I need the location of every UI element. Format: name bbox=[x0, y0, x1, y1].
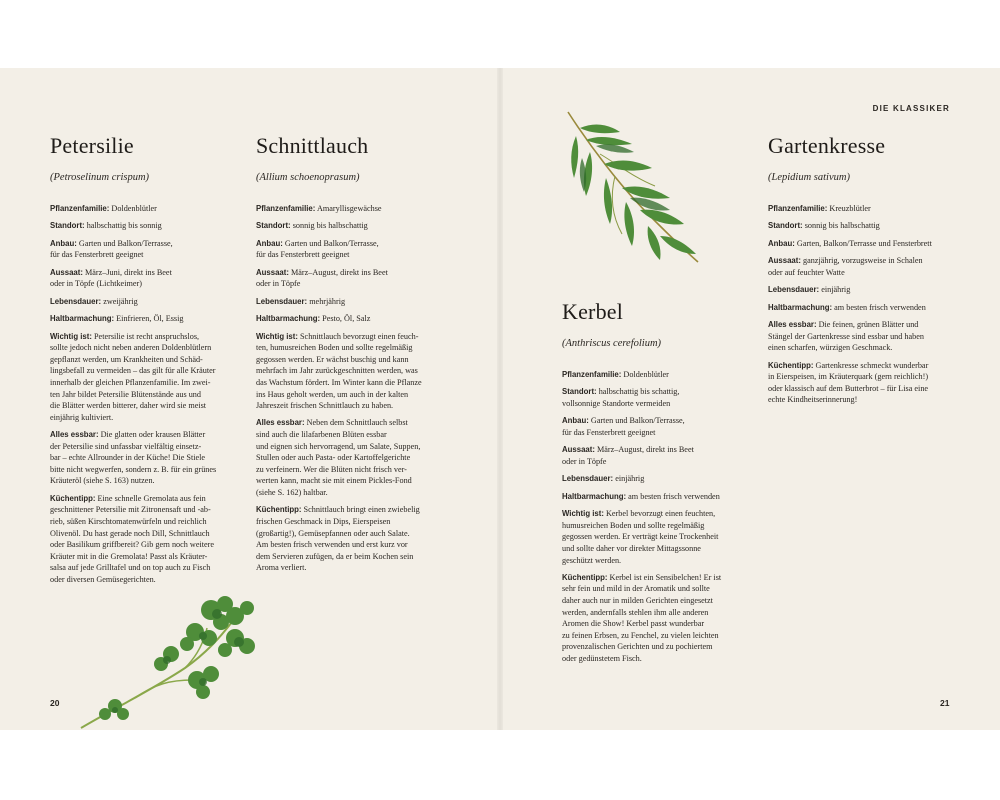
fact-label: Haltbarmachung: bbox=[768, 302, 833, 312]
fact-entry bbox=[50, 296, 240, 308]
page-number-right: 21 bbox=[940, 698, 950, 708]
fact-entry bbox=[562, 491, 747, 503]
fact-label: Küchentipp: bbox=[562, 572, 608, 582]
fact-text: mehrjährig bbox=[309, 296, 346, 306]
fact-label: Lebensdauer: bbox=[50, 296, 102, 306]
fact-entry bbox=[50, 331, 240, 424]
fact-text: Petersilie ist recht anspruchslos, sollte jedoch nicht neben anderen Doldenblütlern gepflanzt werden, um Krankheiten und Schäd- lingsbefall zu vermeiden – das gilt für alle Kräuter innerhalb der gleichen Pflanzenfamilie. Im zwei- ten Jahr bildet Petersilie Blütenstände aus und die Blätter werden bitterer, daher wird sie meist einjährig kultiviert. bbox=[50, 331, 216, 422]
fact-label: Alles essbar: bbox=[256, 418, 305, 428]
fact-entry bbox=[50, 220, 240, 232]
herb-title: Petersilie bbox=[50, 133, 134, 158]
fact-label: Anbau: bbox=[50, 238, 77, 248]
fact-label: Pflanzenfamilie: bbox=[50, 204, 110, 213]
fact-text: Doldenblütler bbox=[623, 370, 669, 379]
fact-text: Kerbel bevorzugt einen feuchten, humusreichen Boden und sollte regelmäßig gegossen werden. Er verträgt keine Trockenheit und sollte daher vor direkter Mittagssonne geschützt werden. bbox=[562, 509, 719, 565]
fact-label: Anbau: bbox=[768, 238, 795, 248]
fact-entry bbox=[50, 493, 240, 586]
book-gutter bbox=[497, 68, 503, 730]
herb-title: Gartenkresse bbox=[768, 133, 886, 158]
fact-text: zweijährig bbox=[103, 296, 138, 306]
fact-label: Wichtig ist: bbox=[50, 331, 92, 341]
fact-text: Garten und Balkon/Terrasse, für das Fensterbrett geeignet bbox=[562, 416, 685, 437]
fact-entry bbox=[562, 369, 747, 381]
section-label: DIE KLASSIKER bbox=[872, 104, 950, 113]
fact-entry bbox=[50, 313, 240, 325]
fact-entry bbox=[562, 572, 747, 665]
fact-label: Anbau: bbox=[256, 238, 283, 248]
fact-entry bbox=[256, 220, 451, 232]
fact-label: Aussaat: bbox=[256, 267, 289, 277]
fact-text: Garten und Balkon/Terrasse, für das Fensterbrett geeignet bbox=[50, 238, 173, 260]
fact-text: Doldenblütler bbox=[111, 204, 157, 213]
fact-text: Garten und Balkon/Terrasse, für das Fensterbrett geeignet bbox=[256, 238, 379, 260]
fact-text: Kerbel ist ein Sensibelchen! Er ist sehr fein und mild in der Aromatik und sollte daher auch nur in milden Gerichten eingesetzt werden, andernfalls stehlen ihm alle anderen Aromen die Show! Kerbel passt wunderbar zu feinen Erbsen, zu Fenchel, zu vielen leichten provenzalischen Gerichten und zu pochiertem oder gedünstetem Fisch. bbox=[562, 572, 722, 664]
fact-text: Amaryllisgewächse bbox=[316, 204, 382, 213]
fact-label: Lebensdauer: bbox=[562, 474, 614, 484]
fact-label: Küchentipp: bbox=[256, 505, 302, 515]
fact-label: Pflanzenfamilie: bbox=[256, 204, 316, 213]
fact-label: Pflanzenfamilie: bbox=[562, 370, 622, 379]
herb-latin-name: (Anthriscus cerefolium) bbox=[562, 338, 662, 349]
fact-text: am besten frisch verwenden bbox=[628, 491, 720, 501]
herb-gartenkresse bbox=[768, 132, 958, 412]
fact-label: Alles essbar: bbox=[50, 430, 99, 440]
book-spread bbox=[0, 68, 1000, 730]
herb-latin-name: (Petroselinum crispum) bbox=[50, 172, 150, 183]
fact-entry bbox=[50, 429, 240, 487]
fact-text: einjährig bbox=[821, 285, 851, 295]
fact-text: Eine schnelle Gremolata aus fein geschnittener Petersilie mit Zitronensaft und -ab- rieb, süßen Kirschtomatenwürfeln und reichlich Olivenöl. Du hast gerade noch Dill, Schnittlauch oder Basilikum griffbereit? Gib gern noch weitere Kräuter mit in die Gremolata! Passt als Kräuter- salsa auf jede Grilltafel und on top auch zu Fisch oder diversen Gemüsegerichten. bbox=[50, 493, 214, 584]
fact-entry bbox=[256, 504, 451, 574]
fact-text: Die feinen, grünen Blätter und Stängel der Gartenkresse sind essbar und haben einen scharfen, würzigen Geschmack. bbox=[768, 319, 924, 353]
fact-entry bbox=[768, 302, 958, 314]
fact-label: Haltbarmachung: bbox=[256, 314, 321, 324]
fact-text: März–Juni, direkt ins Beet oder in Töpfe (Lichtkeimer) bbox=[50, 267, 172, 289]
page-number-left: 20 bbox=[50, 698, 60, 708]
fact-entry bbox=[256, 203, 451, 215]
fact-entry bbox=[256, 313, 451, 325]
fact-label: Haltbarmachung: bbox=[562, 491, 627, 501]
herb-title: Kerbel bbox=[562, 299, 624, 324]
herb-petersilie bbox=[50, 132, 240, 591]
fact-entry bbox=[768, 284, 958, 296]
fact-label: Pflanzenfamilie: bbox=[768, 204, 828, 213]
fact-entry bbox=[256, 417, 451, 498]
herb-latin-name: (Allium schoenoprasum) bbox=[256, 172, 360, 183]
fact-entry bbox=[50, 267, 240, 290]
fact-text: März–August, direkt ins Beet oder in Töpfe bbox=[562, 445, 694, 466]
fact-text: Schnittlauch bringt einen zwiebelig frischen Geschmack in Dips, Eierspeisen (großartig!), Gemüsepfannen oder auch Salate. Am besten frisch verwenden und erst kurz vor dem Servieren zufügen, da er beim Kochen sein Aroma verliert. bbox=[256, 505, 420, 573]
fact-label: Lebensdauer: bbox=[256, 296, 308, 306]
parsley-illustration-icon bbox=[75, 588, 265, 730]
fact-text: sonnig bis halbschattig bbox=[292, 221, 368, 231]
fact-text: am besten frisch verwenden bbox=[834, 302, 926, 312]
fact-entry bbox=[562, 386, 747, 409]
fact-label: Aussaat: bbox=[768, 256, 801, 266]
fact-entry bbox=[768, 238, 958, 250]
fact-entry bbox=[562, 508, 747, 566]
fact-text: Schnittlauch bevorzugt einen feuch- ten, humusreichen Boden und sollte regelmäßig gegossen werden. Er wächst buschig und kann mehrfach im Jahr zurückgeschnitten werden, was das Wachstum fördert. Im Winter kann die Pflanze ins Haus geholt werden, um auch in der kalten Jahreszeit frischen Schnittlauch zu haben. bbox=[256, 331, 422, 411]
fact-entry bbox=[768, 319, 958, 354]
fact-text: Garten, Balkon/Terrasse und Fensterbrett bbox=[796, 238, 932, 248]
fact-text: Neben dem Schnittlauch selbst sind auch die lilafarbenen Blüten essbar und eignen sich hervorragend, um Salate, Suppen, Stullen oder auch Pasta- oder Kartoffelgerichte zu verfeinern. Wer die Blüten nicht frisch ver- werten kann, macht sie mit einem Pickles-Fond (siehe S. 162) haltbar. bbox=[256, 418, 421, 498]
fact-label: Alles essbar: bbox=[768, 319, 817, 329]
fact-entry bbox=[256, 238, 451, 261]
fact-text: einjährig bbox=[615, 474, 645, 484]
fact-entry bbox=[256, 331, 451, 412]
fact-text: Die glatten oder krausen Blätter der Petersilie sind unfassbar vielfältig einsetz- bar – echte Allrounder in der Küche! Die Stiele bitte nicht wegwerfen, sondern z. B. für ein grünes Kräuteröl (siehe S. 163) nutzen. bbox=[50, 430, 217, 486]
herb-title: Schnittlauch bbox=[256, 133, 369, 158]
fact-entry bbox=[50, 203, 240, 215]
fact-label: Standort: bbox=[50, 221, 85, 231]
fact-text: halbschattig bis sonnig bbox=[86, 221, 162, 231]
fact-text: Pesto, Öl, Salz bbox=[322, 314, 371, 324]
herb-schnittlauch bbox=[256, 132, 451, 580]
fact-label: Standort: bbox=[768, 221, 803, 231]
herb-kerbel bbox=[562, 298, 747, 670]
fact-label: Wichtig ist: bbox=[562, 509, 604, 519]
fact-label: Aussaat: bbox=[562, 445, 595, 455]
fact-label: Standort: bbox=[256, 221, 291, 231]
fact-label: Küchentipp: bbox=[50, 493, 96, 503]
fact-text: Einfrieren, Öl, Essig bbox=[116, 314, 184, 324]
fact-entry bbox=[768, 203, 958, 215]
fact-text: ganzjährig, vorzugsweise in Schalen oder auf feuchter Watte bbox=[768, 256, 923, 277]
fact-entry bbox=[768, 360, 958, 406]
fact-entry bbox=[256, 267, 451, 290]
herb-latin-name: (Lepidium sativum) bbox=[768, 172, 850, 183]
chervil-illustration-icon bbox=[560, 106, 710, 266]
fact-text: Gartenkresse schmeckt wunderbar in Eierspeisen, im Kräuterquark (gern reichlich!) oder klassisch auf dem Butterbrot – für Lisa eine echte Kindheitserinnerung! bbox=[768, 360, 929, 405]
fact-entry bbox=[562, 444, 747, 467]
fact-entry bbox=[562, 473, 747, 485]
fact-label: Wichtig ist: bbox=[256, 331, 298, 341]
fact-entry bbox=[768, 255, 958, 278]
fact-entry bbox=[562, 415, 747, 438]
fact-entry bbox=[256, 296, 451, 308]
fact-text: Kreuzblütler bbox=[829, 204, 871, 213]
fact-label: Anbau: bbox=[562, 416, 589, 426]
fact-text: sonnig bis halbschattig bbox=[804, 221, 880, 231]
fact-label: Standort: bbox=[562, 387, 597, 397]
fact-label: Haltbarmachung: bbox=[50, 314, 115, 324]
fact-entry bbox=[50, 238, 240, 261]
fact-text: halbschattig bis schattig, vollsonnige Standorte vermeiden bbox=[562, 387, 680, 408]
fact-text: März–August, direkt ins Beet oder in Töpfe bbox=[256, 267, 388, 289]
fact-label: Lebensdauer: bbox=[768, 285, 820, 295]
fact-entry bbox=[768, 220, 958, 232]
fact-label: Küchentipp: bbox=[768, 360, 814, 370]
fact-label: Aussaat: bbox=[50, 267, 83, 277]
